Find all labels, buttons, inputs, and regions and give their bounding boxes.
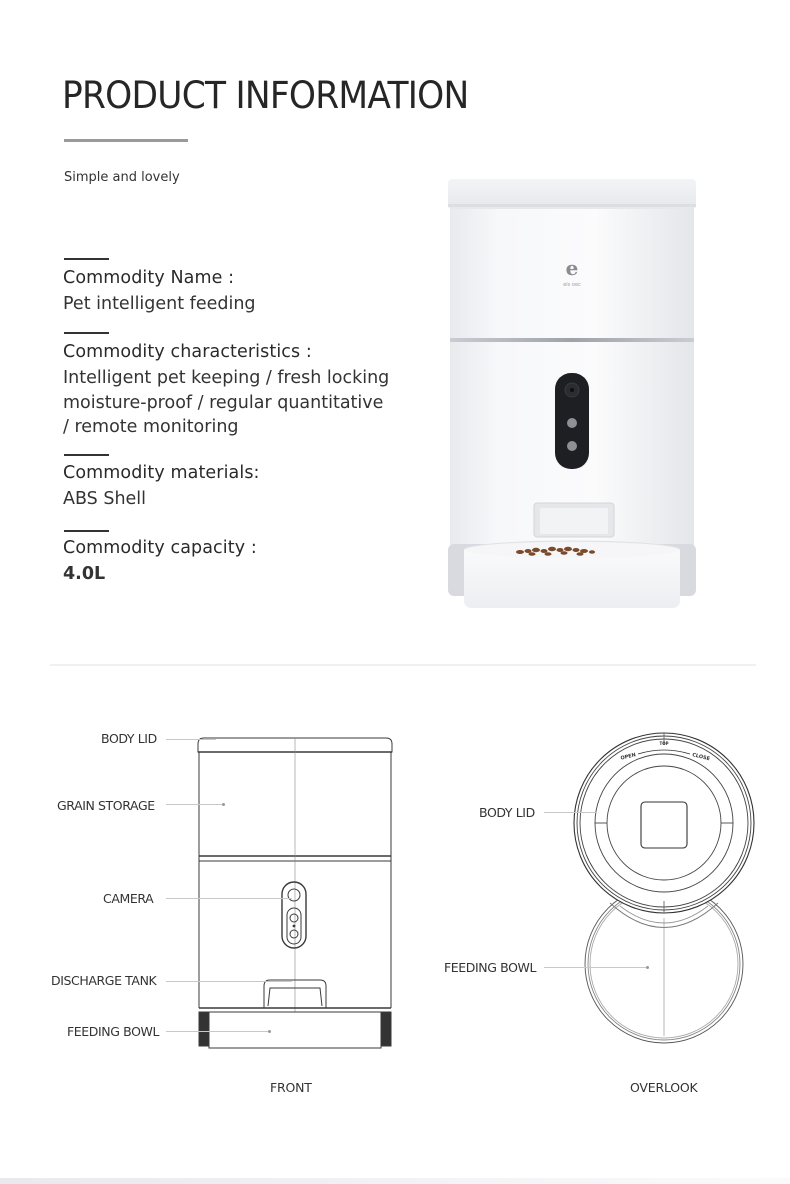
section-divider bbox=[50, 664, 756, 666]
spec-label-capacity: Commodity capacity : bbox=[63, 538, 257, 558]
spec-divider bbox=[64, 258, 109, 260]
spec-divider bbox=[64, 530, 109, 532]
front-label-feeding-bowl: FEEDING BOWL bbox=[67, 1024, 160, 1039]
spec-label-name: Commodity Name : bbox=[63, 268, 235, 288]
spec-value-name: Pet intelligent feeding bbox=[63, 294, 256, 314]
svg-text:OPEN: OPEN bbox=[619, 752, 637, 762]
spec-value-materials: ABS Shell bbox=[63, 489, 147, 509]
spec-divider bbox=[64, 332, 109, 334]
leader-line bbox=[166, 739, 216, 740]
spec-value-capacity: 4.0L bbox=[63, 564, 106, 584]
front-label-body-lid: BODY LID bbox=[101, 731, 157, 746]
front-label-grain-storage: GRAIN STORAGE bbox=[57, 798, 155, 813]
overlook-view-drawing bbox=[570, 730, 760, 1045]
leader-line bbox=[544, 812, 596, 813]
overlook-label-feeding-bowl: FEEDING BOWL bbox=[444, 960, 537, 975]
power-button-icon bbox=[567, 441, 577, 451]
product-photo bbox=[440, 172, 705, 617]
spec-value-characteristics-line2: moisture-proof / regular quantitative bbox=[63, 392, 384, 413]
page-subtitle: Simple and lovely bbox=[64, 170, 180, 185]
front-view-caption: FRONT bbox=[270, 1080, 312, 1095]
spec-divider bbox=[64, 454, 109, 456]
spec-value-characteristics-line1: Intelligent pet keeping / fresh locking bbox=[63, 368, 390, 388]
leader-line bbox=[166, 981, 292, 982]
page-title: PRODUCT INFORMATION bbox=[62, 74, 469, 117]
svg-text:TOP: TOP bbox=[659, 741, 669, 746]
bottom-edge bbox=[0, 1178, 790, 1184]
title-underline bbox=[64, 139, 188, 142]
leader-line bbox=[166, 898, 292, 899]
brand-logo-icon: e bbox=[565, 256, 579, 280]
front-label-discharge-tank: DISCHARGE TANK bbox=[51, 973, 157, 988]
svg-text:CLOSE: CLOSE bbox=[691, 752, 711, 763]
leader-dot bbox=[268, 1030, 271, 1033]
front-view-drawing bbox=[190, 730, 400, 1055]
leader-line bbox=[166, 1031, 270, 1032]
spec-value-characteristics-line3: / remote monitoring bbox=[63, 417, 239, 437]
leader-line bbox=[544, 967, 648, 968]
spec-label-materials: Commodity materials: bbox=[63, 463, 260, 483]
spec-label-characteristics: Commodity characteristics : bbox=[63, 342, 312, 362]
overlook-label-body-lid: BODY LID bbox=[479, 805, 535, 820]
svg-text:els oec: els oec bbox=[563, 282, 581, 288]
leader-dot bbox=[222, 803, 225, 806]
feed-button-icon bbox=[567, 418, 577, 428]
pet-feeder-illustration bbox=[440, 172, 705, 617]
overlook-view-caption: OVERLOOK bbox=[630, 1080, 698, 1095]
front-label-camera: CAMERA bbox=[103, 891, 154, 906]
leader-dot bbox=[646, 966, 649, 969]
leader-line bbox=[166, 804, 224, 805]
